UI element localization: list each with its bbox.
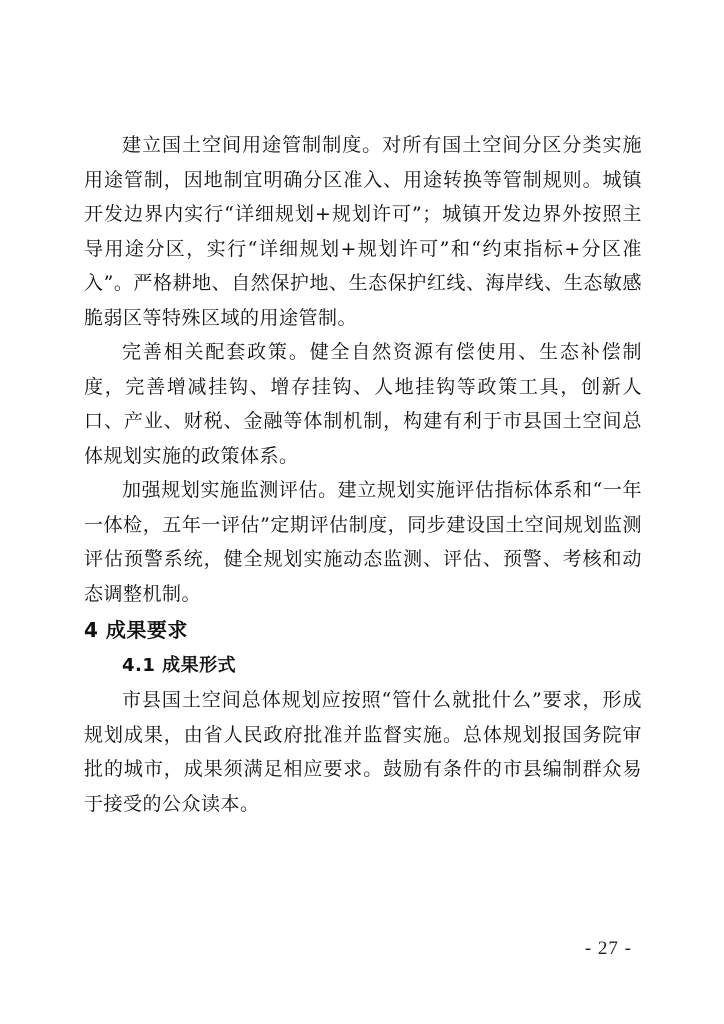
- paragraph-use-control: [84, 128, 642, 335]
- paragraph-body: 对所有国土空间分区分类实施用途管制，因地制宜明确分区准入、用途转换等管制规则。城镇开发边界内实行“详细规划+规划许可”；城镇开发边界外按照主导用途分区，实行“详细规划+规划许可”和“约束指标+分区准入”。严格耕地、自然保护地、生态保护红线、海岸线、生态敏感脆弱区等特殊区域的用途管制。: [84, 134, 642, 329]
- paragraph-supporting-policy: [84, 335, 642, 473]
- page-number: - 27 -: [584, 938, 632, 959]
- paragraph-lead: 加强规划实施监测评估。: [122, 479, 338, 501]
- section-heading: 4 成果要求: [84, 618, 188, 642]
- paragraph-lead: 完善相关配套政策。: [122, 341, 310, 363]
- paragraph-lead: 建立国土空间用途管制制度。: [122, 134, 383, 156]
- page-content: [84, 128, 642, 821]
- paragraph-monitoring-evaluation: [84, 473, 642, 611]
- paragraph-body: 健全自然资源有偿使用、生态补偿制度，完善增减挂钩、增存挂钩、人地挂钩等政策工具，创新人口、产业、财税、金融等体制机制，构建有利于市县国土空间总体规划实施的政策体系。: [84, 341, 642, 467]
- paragraph-deliverable-form: 市县国土空间总体规划应按照“管什么就批什么”要求，形成规划成果，由省人民政府批准并监督实施。总体规划报国务院审批的城市，成果须满足相应要求。鼓励有条件的市县编制群众易于接受的公众读本。: [84, 689, 642, 815]
- subsection-heading: 4.1 成果形式: [122, 655, 237, 676]
- paragraph-body: 建立规划实施评估指标体系和“一年一体检，五年一评估”定期评估制度，同步建设国土空间规划监测评估预警系统，健全规划实施动态监测、评估、预警、考核和动态调整机制。: [84, 479, 642, 605]
